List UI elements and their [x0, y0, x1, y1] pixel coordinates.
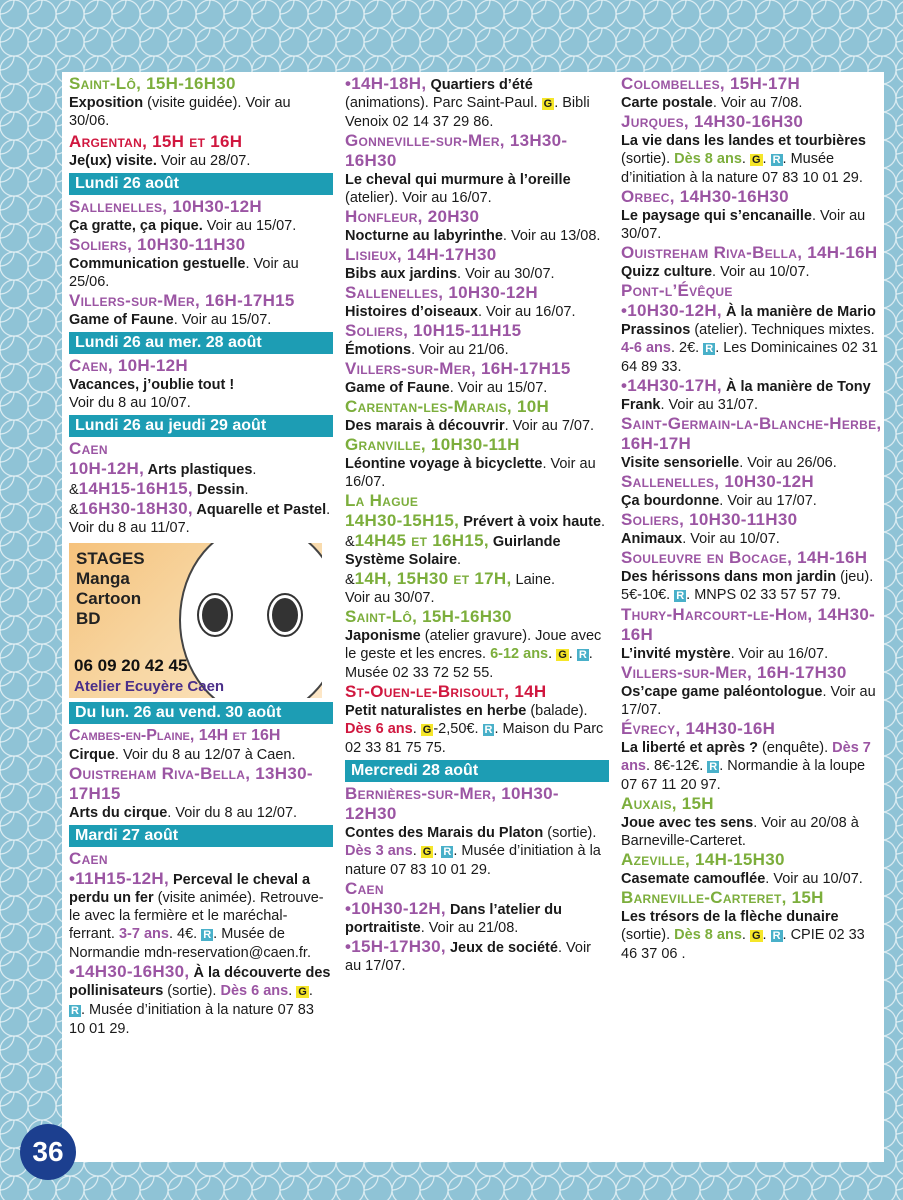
column-1 — [69, 74, 331, 1038]
event-name: Contes des Marais du Platon — [345, 825, 544, 841]
event-details: . Voir du 8 au 12/07. — [167, 805, 298, 821]
event-details: . — [762, 151, 771, 167]
event-details: . — [741, 927, 750, 943]
event-details: . Musée 02 33 72 52 55. — [345, 646, 593, 681]
event-time: •10H30-12H, — [345, 899, 446, 918]
event-name: Des marais à découvrir — [345, 418, 505, 434]
event-title: Honfleur, 20H30 — [345, 207, 480, 226]
event-entry — [621, 472, 883, 510]
event-details: (visite animée). Retrouve-le avec la fermière et le maréchal-ferrant. — [69, 890, 324, 942]
event-details: . Maison du Parc 02 33 81 75 75. — [345, 721, 604, 756]
event-time: 14H15-16H15, — [78, 479, 193, 498]
event-time: •10H30-12H, — [621, 301, 722, 320]
event-details: . Voir au 10/07. — [712, 264, 810, 280]
event-details: Voir au 30/07. — [345, 590, 435, 606]
event-time: 10H-12H, — [69, 459, 145, 478]
date-header: Mercredi 28 août — [345, 760, 609, 782]
eye-illustration — [199, 595, 231, 635]
event-entry — [345, 207, 607, 245]
event-name: Je(ux) visite. — [69, 153, 157, 169]
reservation-icon: R — [443, 846, 452, 858]
event-entry — [345, 74, 607, 131]
age-range: Dès 3 ans — [345, 843, 413, 859]
event-entry — [621, 548, 883, 605]
event-entry — [345, 879, 607, 975]
event-entry — [621, 243, 883, 281]
event-details: . Voir au 20/08 à Barneville-Carteret. — [621, 815, 859, 849]
event-title: Ouistreham Riva-Bella, 14H-16H — [621, 243, 878, 262]
event-details: (sortie). — [543, 825, 597, 841]
free-icon: G — [751, 930, 761, 942]
punctuation: . — [252, 462, 257, 478]
event-details: . 8€-12€. — [646, 758, 708, 774]
event-name: Os’cape game paléontologue — [621, 684, 823, 700]
event-title: Soliers, 10H30-11H30 — [621, 510, 798, 529]
event-name: La liberté et après ? — [621, 740, 758, 756]
ampersand: & — [69, 502, 79, 518]
event-title: Colombelles, 15H-17H — [621, 74, 801, 93]
event-details: . Voir au 16/07. — [345, 456, 596, 490]
ad-text — [76, 549, 145, 629]
event-details: Voir au 15/07. — [202, 218, 297, 234]
event-entry — [69, 356, 331, 412]
event-title: Évrecy, 14H30-16H — [621, 719, 776, 738]
event-name: Aquarelle et Pastel — [192, 502, 327, 518]
event-details: . Voir au 10/07. — [765, 871, 863, 887]
reservation-icon: R — [709, 761, 718, 773]
event-time: •11H15-12H, — [69, 869, 169, 888]
event-name: Japonisme — [345, 628, 421, 644]
event-details: . Voir au 15/07. — [173, 312, 272, 328]
event-details: . Voir au 21/06. — [411, 342, 509, 358]
event-title: Granville, 10H30-11H — [345, 435, 520, 454]
eye-illustration — [269, 595, 301, 635]
event-name: À la manière de Tony Frank — [621, 379, 871, 413]
event-details: Voir du 8 au 10/07. — [69, 395, 191, 411]
event-details: Voir du 8 au 11/07. — [69, 520, 190, 536]
reservation-icon: R — [676, 590, 685, 602]
event-entry — [345, 283, 607, 321]
event-name: Ça gratte, ça pique. — [69, 218, 203, 234]
event-entry — [69, 197, 331, 235]
event-name: Visite sensorielle — [621, 455, 740, 471]
punctuation: . — [551, 572, 556, 588]
ad-line: Manga — [76, 569, 130, 588]
event-entry — [69, 849, 331, 1038]
event-entry — [345, 607, 607, 682]
ampersand: & — [345, 572, 355, 588]
event-time: •15H-17H30, — [345, 937, 446, 956]
event-entry — [345, 397, 607, 435]
event-details: . MNPS 02 33 57 57 79. — [686, 587, 841, 603]
event-name: Jeux de société — [445, 940, 558, 956]
ad-line: STAGES — [76, 549, 145, 568]
event-title: Cambes-en-Plaine, 14H et 16H — [69, 727, 281, 744]
reservation-icon: R — [71, 1005, 79, 1017]
free-icon: G — [298, 986, 307, 998]
event-name: Carte postale — [621, 95, 713, 111]
event-entry — [621, 888, 883, 963]
reservation-icon: R — [578, 649, 587, 661]
event-name: Ça bourdonne — [621, 493, 720, 509]
manga-face-illustration — [179, 543, 322, 698]
event-name: Casemate camouflée — [621, 871, 766, 887]
event-details: . 2€. — [670, 340, 704, 356]
event-name: Communication gestuelle — [69, 256, 246, 272]
event-details: (enquête). — [758, 740, 833, 756]
event-name: L’invité mystère — [621, 646, 731, 662]
event-details: -2,50€. — [433, 721, 483, 737]
event-time: •14H-18H, — [345, 74, 427, 93]
event-title: Villers-sur-Mer, 16H-17H15 — [69, 291, 295, 310]
event-entry — [345, 131, 607, 207]
event-title: Thury-Harcourt-le-Hom, 14H30-16H — [621, 605, 876, 644]
event-entry — [621, 510, 883, 548]
date-header: Lundi 26 août — [69, 173, 333, 195]
event-details: . — [548, 646, 557, 662]
event-name: Game of Faune — [345, 380, 450, 396]
event-title: Gonneville-sur-Mer, 13H30-16H30 — [345, 131, 568, 170]
event-entry — [345, 682, 607, 757]
event-details: . Musée d’initiation à la nature 07 83 10 01 29. — [345, 843, 601, 878]
event-name: Vacances, j’oublie tout ! — [69, 377, 235, 393]
event-name: La vie dans les landes et tourbières — [621, 133, 866, 149]
event-details: . Voir au 13/08. — [502, 228, 601, 244]
event-name: Le paysage qui s’encanaille — [621, 208, 812, 224]
event-name: Dessin — [192, 482, 245, 498]
ad-line: BD — [76, 609, 101, 628]
ad-atelier: Atelier Ecuyère Caen — [74, 678, 225, 695]
event-name: Bibs aux jardins — [345, 266, 458, 282]
event-name: Joue avec tes sens — [621, 815, 754, 831]
event-entry — [621, 663, 883, 719]
event-details: Voir au 28/07. — [156, 153, 251, 169]
age-range: Dès 7 ans — [621, 740, 871, 774]
event-details: (jeu). 5€-10€. — [621, 569, 874, 603]
event-name: Arts du cirque — [69, 805, 168, 821]
event-name: Des hérissons dans mon jardin — [621, 569, 837, 585]
event-entry — [69, 726, 331, 764]
event-details: . — [762, 927, 771, 943]
event-title: Bernières-sur-Mer, 10H30-12H30 — [345, 784, 559, 823]
event-details: (visite guidée). Voir au 30/06. — [69, 95, 291, 129]
event-entry — [621, 794, 883, 850]
date-header: Lundi 26 au mer. 28 août — [69, 332, 333, 354]
event-details: . Normandie à la loupe 07 67 11 20 97. — [621, 758, 866, 793]
ampersand: & — [69, 482, 79, 498]
event-details: . Voir du 8 au 12/07 à Caen. — [114, 747, 296, 763]
event-details: . Voir au 15/07. — [449, 380, 548, 396]
event-details: . — [741, 151, 750, 167]
event-name: Animaux — [621, 531, 683, 547]
event-entry — [345, 321, 607, 359]
event-entry — [345, 491, 607, 607]
event-title: Saint-Lô, 15H-16H30 — [345, 607, 512, 626]
event-name: Laine — [511, 572, 552, 588]
event-details: . Voir au 17/07. — [621, 684, 876, 718]
event-details: (sortie). — [621, 151, 675, 167]
event-details: (atelier gravure). Joue avec le geste et les encres. — [345, 628, 602, 662]
age-range: 4-6 ans — [621, 340, 671, 356]
event-details: . Les Dominicaines 02 31 64 89 33. — [621, 340, 879, 375]
event-details: (atelier). Voir au 16/07. — [345, 190, 492, 206]
event-title: Saint-Germain-la-Blanche-Herbe, 16H-17H — [621, 414, 882, 453]
event-title: Saint-Lô, 15H-16H30 — [69, 74, 236, 93]
age-range: Dès 6 ans — [345, 721, 413, 737]
event-details: . — [308, 983, 313, 999]
event-details: . — [433, 843, 442, 859]
event-details: (sortie). — [163, 983, 221, 999]
event-details: . Voir au 7/07. — [504, 418, 595, 434]
event-name: Nocturne au labyrinthe — [345, 228, 503, 244]
event-details: . Voir au 17/07. — [719, 493, 817, 509]
event-title: Azeville, 14H-15H30 — [621, 850, 785, 869]
event-details: . CPIE 02 33 46 37 06 . — [621, 927, 865, 962]
event-details: . Voir au 25/06. — [69, 256, 299, 290]
event-name: Game of Faune — [69, 312, 174, 328]
event-title: Lisieux, 14H-17H30 — [345, 245, 497, 264]
event-name: Émotions — [345, 342, 412, 358]
event-entry — [621, 605, 883, 663]
event-title: Carentan-les-Marais, 10H — [345, 397, 550, 416]
event-title: Barneville-Carteret, 15H — [621, 888, 824, 907]
reservation-icon: R — [203, 929, 212, 941]
event-title: La Hague — [345, 491, 419, 510]
free-icon: G — [558, 649, 567, 661]
date-header: Lundi 26 au jeudi 29 août — [69, 415, 333, 437]
event-title: Sallenelles, 10H30-12H — [69, 197, 262, 216]
event-details: . Voir au 10/07. — [682, 531, 780, 547]
event-name: Cirque — [69, 747, 115, 763]
event-name: Quizz culture — [621, 264, 713, 280]
event-title: Caen, 10H-12H — [69, 356, 188, 375]
event-title: Auxais, 15H — [621, 794, 714, 813]
event-name: À la manière de Mario Prassinos — [621, 304, 876, 338]
event-entry — [621, 74, 883, 112]
event-entry — [69, 132, 331, 170]
event-title: Villers-sur-Mer, 16H-17H30 — [621, 663, 847, 682]
event-title: Argentan, 15H et 16H — [69, 132, 243, 151]
event-title: Caen — [345, 879, 384, 898]
event-entry — [345, 359, 607, 397]
event-details: . Bibli Venoix 02 14 37 29 86. — [345, 95, 590, 130]
ad-phone: 06 09 20 42 45 — [74, 656, 188, 675]
event-time: 14H30-15H15, — [345, 511, 460, 530]
event-details: (animations). Parc Saint-Paul. — [345, 95, 542, 111]
event-entry — [69, 291, 331, 329]
free-icon: G — [751, 154, 761, 166]
event-entry — [345, 784, 607, 879]
punctuation: . — [457, 552, 462, 568]
event-name: À la découverte des pollinisateurs — [69, 965, 331, 999]
reservation-icon: R — [772, 930, 781, 942]
event-entry — [69, 235, 331, 291]
event-entry — [69, 439, 331, 537]
punctuation: . — [244, 482, 249, 498]
event-details: . Musée de Normandie mdn-reservation@caen.fr. — [69, 926, 311, 961]
event-time: •14H30-16H30, — [69, 962, 190, 981]
event-entry — [621, 719, 883, 794]
event-details: . Musée d’initiation à la nature 07 83 10 01 29. — [621, 151, 863, 186]
column-2 — [345, 74, 607, 975]
page-number: 36 — [20, 1124, 76, 1180]
age-range: Dès 8 ans — [674, 927, 742, 943]
event-entry — [621, 112, 883, 187]
event-details: . — [288, 983, 297, 999]
event-title: Soliers, 10H30-11H30 — [69, 235, 246, 254]
event-details: . Musée d’initiation à la nature 07 83 10 01 29. — [69, 1002, 314, 1037]
event-title: Caen — [69, 849, 108, 868]
age-range: Dès 6 ans — [220, 983, 289, 999]
event-entry — [621, 850, 883, 888]
reservation-icon: R — [772, 154, 781, 166]
event-title: Sallenelles, 10H30-12H — [621, 472, 814, 491]
event-details: . Voir au 30/07. — [621, 208, 866, 242]
event-title: Villers-sur-Mer, 16H-17H15 — [345, 359, 571, 378]
event-details: . Voir au 17/07. — [345, 940, 591, 974]
event-details: . — [412, 843, 421, 859]
event-name: Petit naturalistes en herbe — [345, 703, 527, 719]
event-name: Exposition — [69, 95, 144, 111]
age-range: 6-12 ans — [490, 646, 549, 662]
event-title: Pont-l’Évêque — [621, 281, 733, 300]
event-details: (atelier). Techniques mixtes. — [690, 322, 875, 338]
event-time: •14H30-17H, — [621, 376, 722, 395]
event-title: Souleuvre en Bocage, 14H-16H — [621, 548, 868, 567]
event-title: Caen — [69, 439, 108, 458]
event-details: . — [412, 721, 421, 737]
manga-stages-ad — [69, 543, 322, 698]
event-entry — [69, 74, 331, 130]
event-name: Les trésors de la flèche dunaire — [621, 909, 839, 925]
date-header: Du lun. 26 au vend. 30 août — [69, 702, 333, 724]
event-title: Orbec, 14H30-16H30 — [621, 187, 789, 206]
column-3 — [621, 74, 883, 963]
event-details: . 4€. — [168, 926, 202, 942]
event-name: Quartiers d’été — [426, 77, 533, 93]
event-name: Perceval le cheval a perdu un fer — [69, 872, 311, 906]
event-details: (sortie). — [621, 927, 675, 943]
event-details: . — [568, 646, 577, 662]
ampersand: & — [345, 534, 355, 550]
ad-line: Cartoon — [76, 589, 142, 608]
event-entry — [621, 187, 883, 243]
event-details: . Voir au 16/07. — [477, 304, 576, 320]
event-entry — [621, 281, 883, 414]
free-icon: G — [543, 98, 553, 110]
event-entry — [345, 435, 607, 491]
event-title: Sallenelles, 10H30-12H — [345, 283, 538, 302]
free-icon: G — [422, 846, 432, 858]
age-range: Dès 8 ans — [674, 151, 742, 167]
event-details: . Voir au 21/08. — [420, 920, 519, 936]
event-name: Dans l’atelier du portraitiste — [345, 902, 562, 936]
date-header: Mardi 27 août — [69, 825, 333, 847]
event-time: 16H30-18H30, — [78, 499, 193, 518]
event-entry — [69, 764, 331, 822]
event-title: Soliers, 10H15-11H15 — [345, 321, 522, 340]
event-name: Histoires d’oiseaux — [345, 304, 478, 320]
event-details: . Voir au 26/06. — [739, 455, 837, 471]
event-name: Léontine voyage à bicyclette — [345, 456, 543, 472]
event-title: Ouistreham Riva-Bella, 13H30-17H15 — [69, 764, 313, 803]
event-name: Arts plastiques — [144, 462, 253, 478]
event-details: . Voir au 31/07. — [660, 397, 759, 413]
reservation-icon: R — [484, 724, 493, 736]
age-range: 3-7 ans — [118, 926, 169, 942]
free-icon: G — [422, 724, 432, 736]
event-title: St-Ouen-le-Brisoult, 14H — [345, 682, 547, 701]
event-name: Guirlande Système Solaire — [345, 534, 561, 568]
event-time: 14H45 et 16H15, — [354, 531, 489, 550]
punctuation: . — [601, 514, 606, 530]
event-time: 14H, 15H30 et 17H, — [354, 569, 512, 588]
event-entry — [621, 414, 883, 472]
event-details: . Voir au 16/07. — [730, 646, 829, 662]
event-title: Jurques, 14H30-16H30 — [621, 112, 804, 131]
punctuation: . — [326, 502, 331, 518]
event-details: . Voir au 30/07. — [457, 266, 555, 282]
event-name: Le cheval qui murmure à l’oreille — [345, 172, 571, 188]
reservation-icon: R — [705, 343, 714, 355]
event-entry — [345, 245, 607, 283]
event-details: . Voir au 7/08. — [712, 95, 803, 111]
event-details: (balade). — [526, 703, 588, 719]
event-name: Prévert à voix haute — [459, 514, 602, 530]
